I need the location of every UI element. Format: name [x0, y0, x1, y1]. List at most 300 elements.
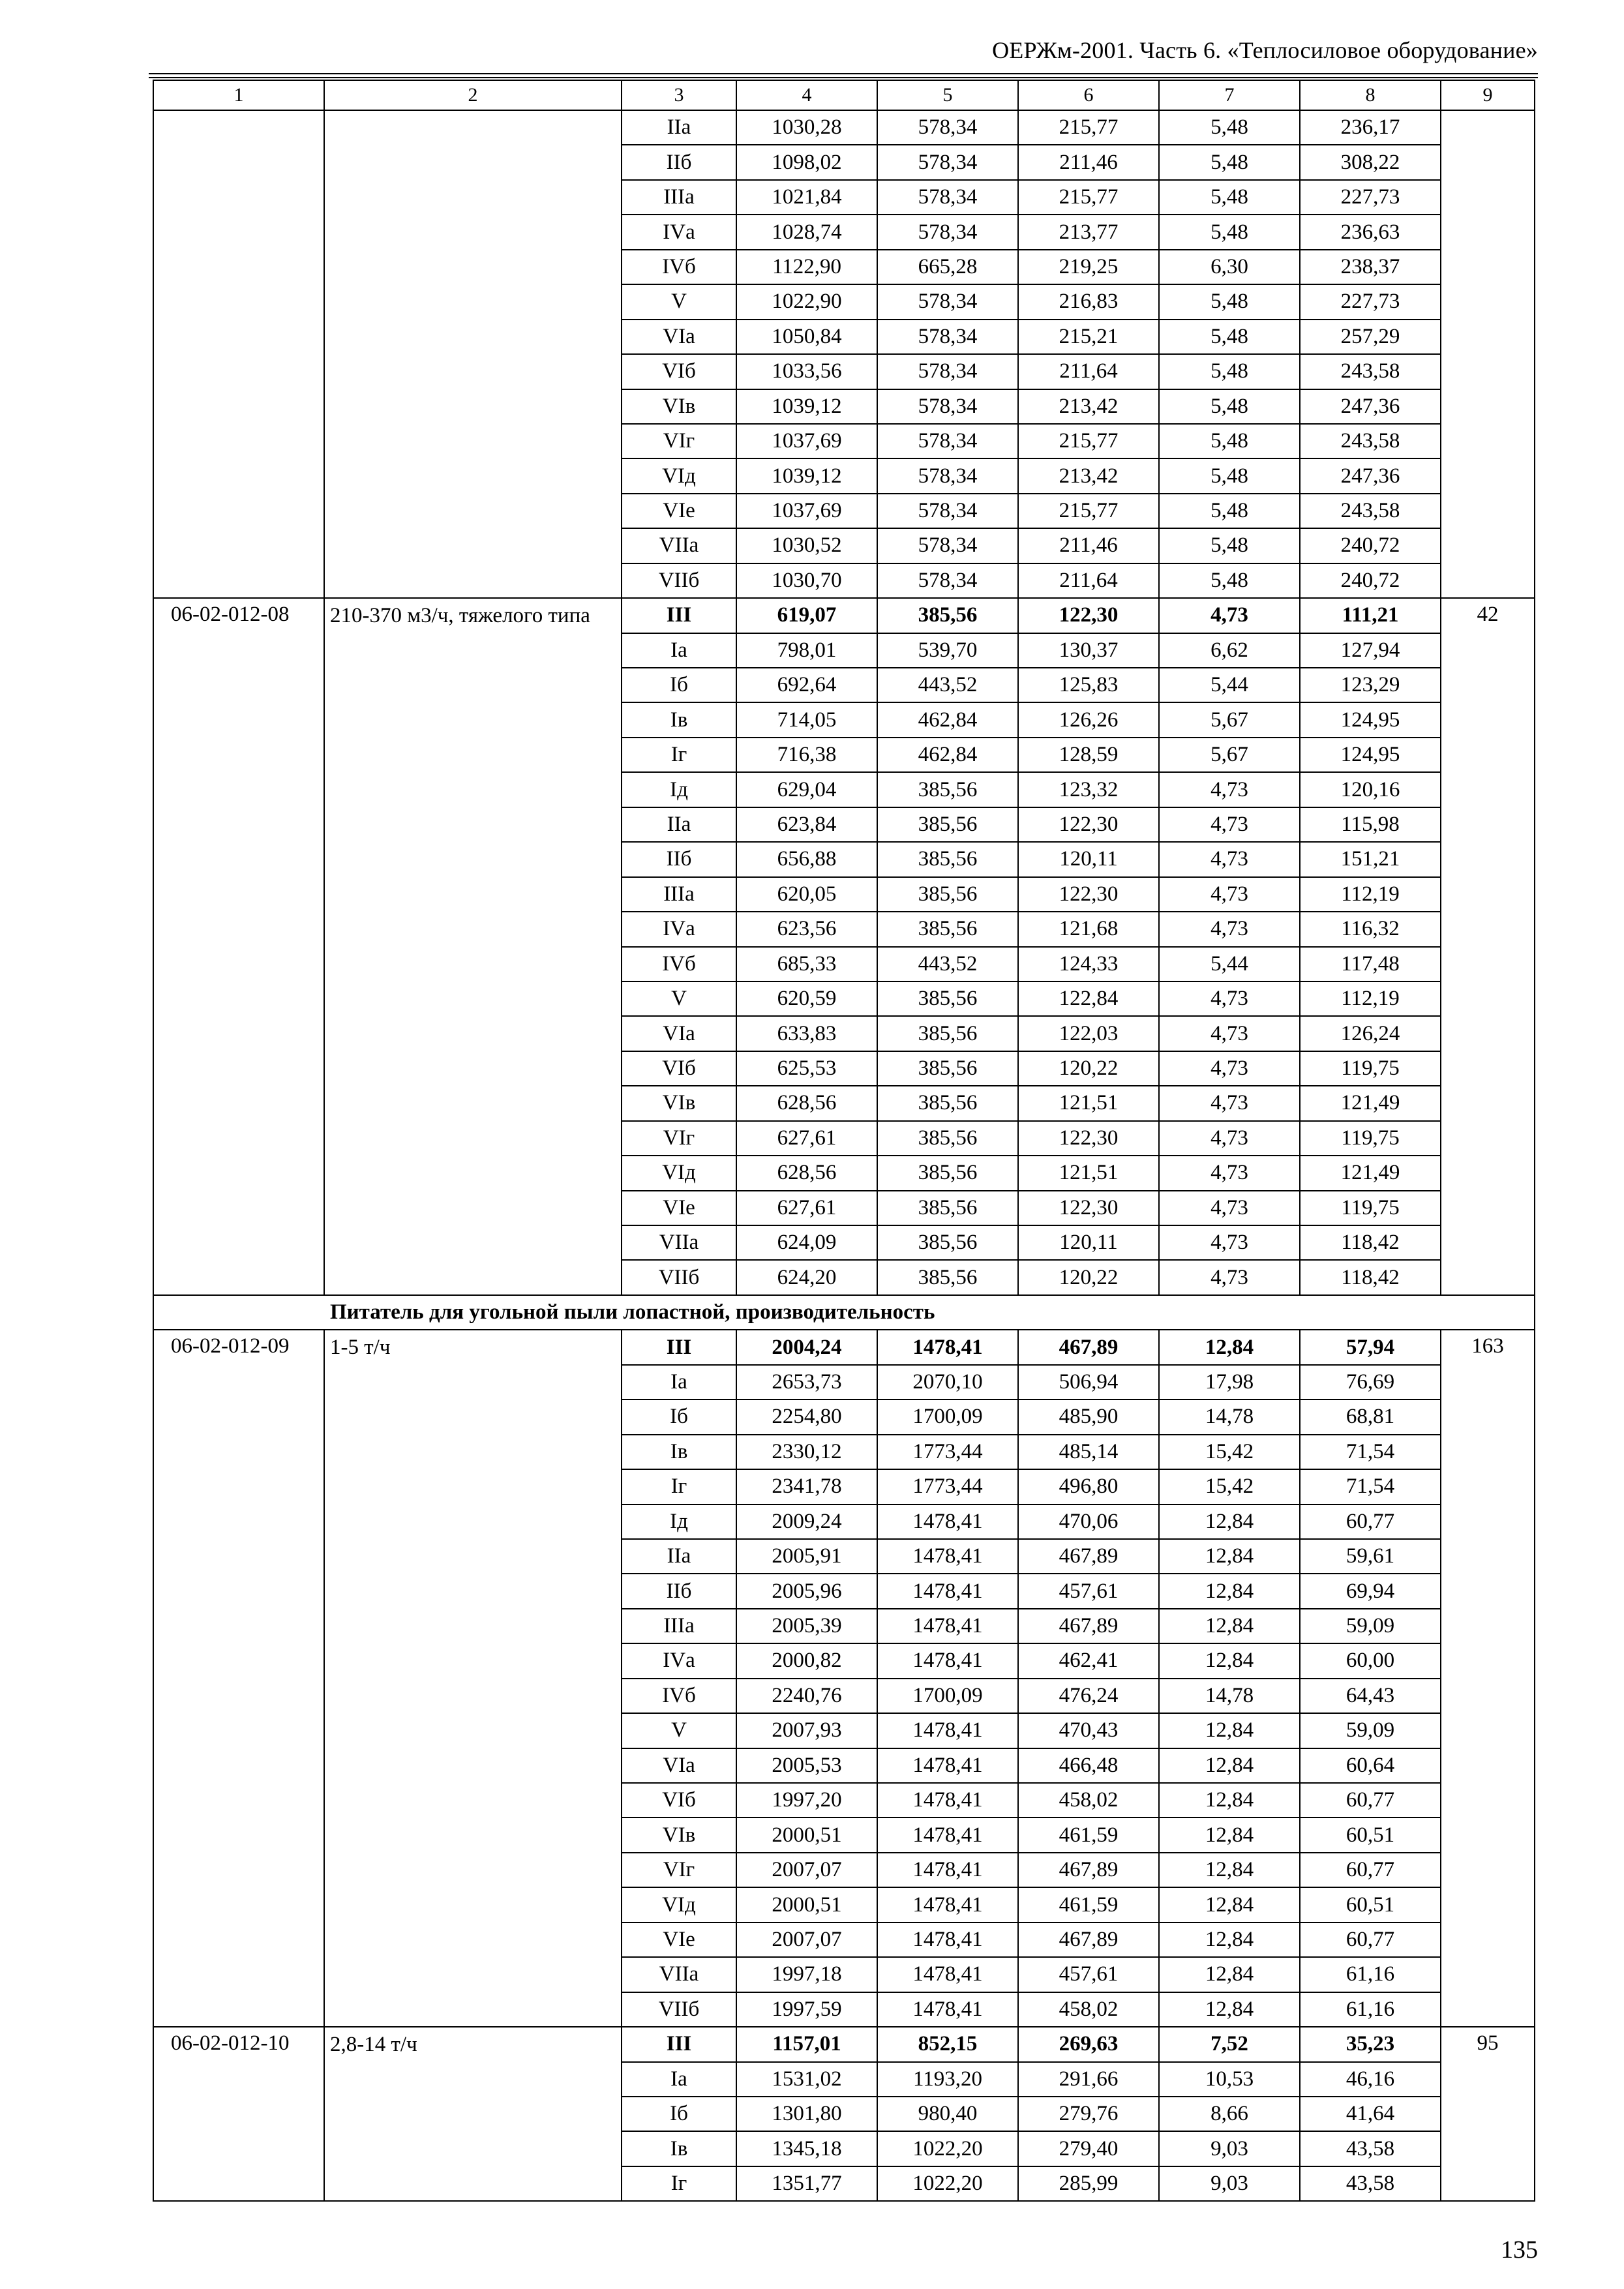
rate-value: 385,56: [877, 1086, 1018, 1120]
rate-value: 385,56: [877, 981, 1018, 1016]
column-number: 2: [324, 80, 622, 110]
rate-value: 240,72: [1300, 528, 1441, 563]
rate-value: 1050,84: [736, 320, 877, 354]
header-rule: [149, 73, 1538, 74]
rate-value: 624,09: [736, 1225, 877, 1260]
rate-value: 15,42: [1159, 1469, 1300, 1504]
rate-value: 12,84: [1159, 1992, 1300, 2027]
rate-value: 385,56: [877, 1121, 1018, 1156]
rate-value: 12,84: [1159, 1957, 1300, 1992]
zone-code: IIIа: [622, 877, 736, 912]
rate-value: 12,84: [1159, 1887, 1300, 1922]
rate-value: 125,83: [1018, 668, 1159, 702]
rate-value: 211,64: [1018, 354, 1159, 389]
zone-code: IIб: [622, 842, 736, 876]
zone-code: IVа: [622, 1643, 736, 1678]
rate-value: 291,66: [1018, 2062, 1159, 2097]
rate-value: 213,42: [1018, 389, 1159, 424]
rate-value: 2005,39: [736, 1609, 877, 1643]
zone-code: IIIа: [622, 1609, 736, 1643]
rate-value: 470,43: [1018, 1713, 1159, 1748]
rate-value: 59,61: [1300, 1539, 1441, 1574]
rate-value: 1478,41: [877, 1330, 1018, 1364]
zone-code: VIб: [622, 1051, 736, 1086]
rate-value: 116,32: [1300, 912, 1441, 946]
rate-value: 12,84: [1159, 1713, 1300, 1748]
zone-code: V: [622, 284, 736, 319]
rate-value: 4,73: [1159, 772, 1300, 807]
rate-value: 15,42: [1159, 1435, 1300, 1469]
zone-code: V: [622, 1713, 736, 1748]
rate-value: 5,48: [1159, 458, 1300, 493]
rate-value: 64,43: [1300, 1679, 1441, 1713]
rate-value: 4,73: [1159, 1260, 1300, 1294]
rate-value: 1478,41: [877, 1992, 1018, 2027]
rate-value: 124,33: [1018, 947, 1159, 981]
page-number: 135: [1501, 2236, 1538, 2264]
rate-value: 1345,18: [736, 2131, 877, 2166]
rate-value: 6,30: [1159, 250, 1300, 284]
rate-value: 2007,07: [736, 1853, 877, 1887]
rate-value: 4,73: [1159, 842, 1300, 876]
rate-value: 461,59: [1018, 1887, 1159, 1922]
rate-value: 111,21: [1300, 598, 1441, 633]
rate-value: 12,84: [1159, 1643, 1300, 1678]
rate-value: 980,40: [877, 2097, 1018, 2131]
rate-value: 4,73: [1159, 598, 1300, 633]
rate-value: 219,25: [1018, 250, 1159, 284]
zone-code: Iв: [622, 2131, 736, 2166]
rate-value: 119,75: [1300, 1191, 1441, 1225]
rate-value: 458,02: [1018, 1992, 1159, 2027]
rate-value: 578,34: [877, 424, 1018, 458]
rate-value: 112,19: [1300, 981, 1441, 1016]
rate-value: 4,73: [1159, 1121, 1300, 1156]
zone-code: VIд: [622, 1156, 736, 1190]
rate-value: 620,05: [736, 877, 877, 912]
zone-code: IIа: [622, 110, 736, 145]
rate-value: 12,84: [1159, 1504, 1300, 1539]
zone-code: VIIа: [622, 1957, 736, 1992]
rate-value: 443,52: [877, 947, 1018, 981]
rate-value: 5,48: [1159, 284, 1300, 319]
zone-code: Iа: [622, 2062, 736, 2097]
rate-value: 124,95: [1300, 702, 1441, 737]
rate-value: 714,05: [736, 702, 877, 737]
rate-value: 120,11: [1018, 1225, 1159, 1260]
rate-value: 5,48: [1159, 354, 1300, 389]
rate-value: 627,61: [736, 1121, 877, 1156]
rate-value: 385,56: [877, 877, 1018, 912]
rate-value: 1997,59: [736, 1992, 877, 2027]
rate-value: 1193,20: [877, 2062, 1018, 2097]
rate-value: 5,48: [1159, 145, 1300, 179]
rate-value: 12,84: [1159, 1539, 1300, 1574]
zone-code: VIIа: [622, 1225, 736, 1260]
rate-value: 121,49: [1300, 1086, 1441, 1120]
rate-value: 578,34: [877, 110, 1018, 145]
rate-value: 43,58: [1300, 2131, 1441, 2166]
mass-value: [1441, 110, 1535, 598]
rate-value: 60,51: [1300, 1887, 1441, 1922]
zone-code: VIIа: [622, 528, 736, 563]
rate-value: 120,11: [1018, 842, 1159, 876]
column-number: 5: [877, 80, 1018, 110]
rate-value: 123,29: [1300, 668, 1441, 702]
rate-value: 122,30: [1018, 598, 1159, 633]
rate-value: 121,51: [1018, 1156, 1159, 1190]
column-number: 7: [1159, 80, 1300, 110]
rate-value: 1030,28: [736, 110, 877, 145]
rate-value: 5,48: [1159, 180, 1300, 215]
zone-code: VIг: [622, 1853, 736, 1887]
rate-value: 6,62: [1159, 633, 1300, 668]
rate-value: 656,88: [736, 842, 877, 876]
rate-value: 1531,02: [736, 2062, 877, 2097]
zone-code: Iг: [622, 1469, 736, 1504]
rate-value: 852,15: [877, 2027, 1018, 2061]
rate-value: 126,24: [1300, 1016, 1441, 1051]
column-number: 1: [153, 80, 324, 110]
rate-value: 466,48: [1018, 1748, 1159, 1783]
rate-value: 1773,44: [877, 1435, 1018, 1469]
zone-code: Iб: [622, 668, 736, 702]
zone-code: VIв: [622, 1086, 736, 1120]
zone-code: III: [622, 598, 736, 633]
item-code: 06-02-012-08: [153, 598, 324, 1295]
rate-value: 496,80: [1018, 1469, 1159, 1504]
rate-value: 1478,41: [877, 1748, 1018, 1783]
rate-value: 121,68: [1018, 912, 1159, 946]
rate-value: 620,59: [736, 981, 877, 1016]
mass-value: 42: [1441, 598, 1535, 1295]
rate-value: 216,83: [1018, 284, 1159, 319]
rate-value: 122,30: [1018, 1121, 1159, 1156]
rate-value: 12,84: [1159, 1574, 1300, 1608]
rate-value: 61,16: [1300, 1957, 1441, 1992]
rate-value: 2653,73: [736, 1365, 877, 1399]
rate-value: 112,19: [1300, 877, 1441, 912]
rate-value: 1478,41: [877, 1783, 1018, 1818]
rate-value: 1478,41: [877, 1713, 1018, 1748]
rate-value: 14,78: [1159, 1679, 1300, 1713]
rate-value: 5,67: [1159, 738, 1300, 772]
rate-value: 227,73: [1300, 180, 1441, 215]
rate-value: 470,06: [1018, 1504, 1159, 1539]
header-rule: [149, 77, 1538, 78]
rate-value: 4,73: [1159, 1156, 1300, 1190]
rate-value: 458,02: [1018, 1783, 1159, 1818]
item-name: 210-370 м3/ч, тяжелого типа: [324, 598, 622, 1295]
rate-value: 467,89: [1018, 1539, 1159, 1574]
rate-value: 247,36: [1300, 389, 1441, 424]
rate-value: 2070,10: [877, 1365, 1018, 1399]
rate-value: 60,77: [1300, 1504, 1441, 1539]
rate-value: 243,58: [1300, 424, 1441, 458]
rate-value: 1301,80: [736, 2097, 877, 2131]
column-number-row: [153, 80, 1535, 110]
rate-value: 578,34: [877, 284, 1018, 319]
rate-value: 5,48: [1159, 563, 1300, 598]
rate-value: 627,61: [736, 1191, 877, 1225]
rate-value: 1021,84: [736, 180, 877, 215]
zone-code: Iб: [622, 1399, 736, 1434]
rate-value: 35,23: [1300, 2027, 1441, 2061]
rate-value: 628,56: [736, 1086, 877, 1120]
rate-value: 236,63: [1300, 215, 1441, 249]
rate-value: 122,30: [1018, 807, 1159, 842]
rate-value: 578,34: [877, 494, 1018, 528]
rate-value: 243,58: [1300, 494, 1441, 528]
rate-value: 60,64: [1300, 1748, 1441, 1783]
zone-code: VIд: [622, 1887, 736, 1922]
rate-value: 151,21: [1300, 842, 1441, 876]
rate-value: 120,22: [1018, 1051, 1159, 1086]
item-code: 06-02-012-09: [153, 1330, 324, 2027]
zone-code: Iд: [622, 772, 736, 807]
zone-code: IIб: [622, 1574, 736, 1608]
rate-value: 308,22: [1300, 145, 1441, 179]
zone-code: VIIб: [622, 563, 736, 598]
zone-code: VIе: [622, 494, 736, 528]
rate-value: 467,89: [1018, 1853, 1159, 1887]
rate-value: 5,48: [1159, 528, 1300, 563]
rate-value: 215,77: [1018, 110, 1159, 145]
rate-value: 215,21: [1018, 320, 1159, 354]
column-number: 4: [736, 80, 877, 110]
rate-value: 385,56: [877, 807, 1018, 842]
rate-value: 71,54: [1300, 1469, 1441, 1504]
rate-value: 126,26: [1018, 702, 1159, 737]
rate-value: 71,54: [1300, 1435, 1441, 1469]
item-code: [153, 110, 324, 598]
mass-value: 95: [1441, 2027, 1535, 2201]
rate-value: 120,22: [1018, 1260, 1159, 1294]
table-row: [153, 110, 1535, 145]
rate-value: 279,40: [1018, 2131, 1159, 2166]
rate-value: 4,73: [1159, 1016, 1300, 1051]
rate-value: 10,53: [1159, 2062, 1300, 2097]
zone-code: IIб: [622, 145, 736, 179]
rate-value: 385,56: [877, 1051, 1018, 1086]
zone-code: IIIа: [622, 180, 736, 215]
rate-value: 211,64: [1018, 563, 1159, 598]
rate-value: 385,56: [877, 842, 1018, 876]
rate-value: 385,56: [877, 1016, 1018, 1051]
rate-value: 1478,41: [877, 1887, 1018, 1922]
zone-code: Iб: [622, 2097, 736, 2131]
rate-value: 1997,18: [736, 1957, 877, 1992]
rate-value: 1997,20: [736, 1783, 877, 1818]
rate-value: 1700,09: [877, 1679, 1018, 1713]
rate-value: 385,56: [877, 772, 1018, 807]
zone-code: IVб: [622, 1679, 736, 1713]
zone-code: IIа: [622, 807, 736, 842]
rate-value: 213,42: [1018, 458, 1159, 493]
rate-value: 624,20: [736, 1260, 877, 1294]
zone-code: Iд: [622, 1504, 736, 1539]
rate-value: 128,59: [1018, 738, 1159, 772]
zone-code: VIв: [622, 1818, 736, 1852]
rate-value: 457,61: [1018, 1957, 1159, 1992]
rate-value: 211,46: [1018, 145, 1159, 179]
rate-value: 385,56: [877, 1191, 1018, 1225]
rate-value: 2007,93: [736, 1713, 877, 1748]
rate-value: 130,37: [1018, 633, 1159, 668]
rate-value: 1478,41: [877, 1957, 1018, 1992]
rate-value: 243,58: [1300, 354, 1441, 389]
rate-value: 213,77: [1018, 215, 1159, 249]
rate-value: 59,09: [1300, 1713, 1441, 1748]
rate-value: 461,59: [1018, 1818, 1159, 1852]
rate-value: 443,52: [877, 668, 1018, 702]
rate-value: 467,89: [1018, 1609, 1159, 1643]
rate-value: 41,64: [1300, 2097, 1441, 2131]
rate-value: 76,69: [1300, 1365, 1441, 1399]
zone-code: Iа: [622, 633, 736, 668]
rate-value: 1773,44: [877, 1469, 1018, 1504]
rate-value: 2000,51: [736, 1818, 877, 1852]
rate-value: 215,77: [1018, 424, 1159, 458]
rate-value: 506,94: [1018, 1365, 1159, 1399]
rate-value: 12,84: [1159, 1922, 1300, 1957]
rate-value: 578,34: [877, 320, 1018, 354]
rate-value: 1037,69: [736, 494, 877, 528]
rate-value: 2240,76: [736, 1679, 877, 1713]
column-number: 8: [1300, 80, 1441, 110]
rate-value: 1122,90: [736, 250, 877, 284]
rate-value: 5,48: [1159, 494, 1300, 528]
rate-value: 257,29: [1300, 320, 1441, 354]
rate-value: 60,77: [1300, 1853, 1441, 1887]
rate-value: 59,09: [1300, 1609, 1441, 1643]
rate-value: 629,04: [736, 772, 877, 807]
zone-code: VIе: [622, 1191, 736, 1225]
zone-code: VIIб: [622, 1992, 736, 2027]
zone-code: VIб: [622, 1783, 736, 1818]
mass-value: 163: [1441, 1330, 1535, 2027]
rate-value: 623,56: [736, 912, 877, 946]
zone-code: Iа: [622, 1365, 736, 1399]
rate-value: 5,48: [1159, 215, 1300, 249]
zone-code: VIв: [622, 389, 736, 424]
rate-value: 4,73: [1159, 1086, 1300, 1120]
rate-value: 1030,52: [736, 528, 877, 563]
rate-value: 1022,20: [877, 2131, 1018, 2166]
rate-value: 2004,24: [736, 1330, 877, 1364]
rate-value: 12,84: [1159, 1330, 1300, 1364]
rate-value: 43,58: [1300, 2166, 1441, 2201]
rate-value: 119,75: [1300, 1121, 1441, 1156]
rate-value: 462,84: [877, 702, 1018, 737]
rate-value: 578,34: [877, 389, 1018, 424]
rate-value: 5,48: [1159, 424, 1300, 458]
rate-value: 578,34: [877, 180, 1018, 215]
rate-value: 12,84: [1159, 1609, 1300, 1643]
table-row: [153, 598, 1535, 633]
table-body: [153, 110, 1535, 2201]
rate-value: 578,34: [877, 528, 1018, 563]
rate-value: 4,73: [1159, 1051, 1300, 1086]
item-name: 2,8-14 т/ч: [324, 2027, 622, 2201]
rate-value: 122,84: [1018, 981, 1159, 1016]
rate-value: 227,73: [1300, 284, 1441, 319]
rate-value: 4,73: [1159, 1191, 1300, 1225]
rate-value: 122,03: [1018, 1016, 1159, 1051]
rate-value: 117,48: [1300, 947, 1441, 981]
rate-value: 467,89: [1018, 1330, 1159, 1364]
rate-value: 118,42: [1300, 1260, 1441, 1294]
zone-code: III: [622, 1330, 736, 1364]
rate-value: 1700,09: [877, 1399, 1018, 1434]
rate-value: 120,16: [1300, 772, 1441, 807]
zone-code: V: [622, 981, 736, 1016]
rate-value: 2007,07: [736, 1922, 877, 1957]
rate-value: 236,17: [1300, 110, 1441, 145]
rate-value: 2254,80: [736, 1399, 877, 1434]
rate-value: 1039,12: [736, 458, 877, 493]
rate-value: 623,84: [736, 807, 877, 842]
rate-value: 211,46: [1018, 528, 1159, 563]
rate-value: 1478,41: [877, 1574, 1018, 1608]
rate-value: 121,49: [1300, 1156, 1441, 1190]
rate-value: 665,28: [877, 250, 1018, 284]
rate-value: 625,53: [736, 1051, 877, 1086]
rate-value: 2000,82: [736, 1643, 877, 1678]
rate-value: 247,36: [1300, 458, 1441, 493]
rate-value: 1022,90: [736, 284, 877, 319]
zone-code: VIа: [622, 320, 736, 354]
rate-value: 2005,91: [736, 1539, 877, 1574]
rate-value: 633,83: [736, 1016, 877, 1051]
rate-value: 68,81: [1300, 1399, 1441, 1434]
rate-value: 12,84: [1159, 1853, 1300, 1887]
zone-code: IVб: [622, 250, 736, 284]
rate-value: 1478,41: [877, 1818, 1018, 1852]
rate-value: 12,84: [1159, 1818, 1300, 1852]
item-name: 1-5 т/ч: [324, 1330, 622, 2027]
rate-value: 578,34: [877, 145, 1018, 179]
column-number: 9: [1441, 80, 1535, 110]
zone-code: VIб: [622, 354, 736, 389]
item-code: 06-02-012-10: [153, 2027, 324, 2201]
rate-value: 1478,41: [877, 1609, 1018, 1643]
zone-code: Iг: [622, 2166, 736, 2201]
zone-code: IVа: [622, 215, 736, 249]
rate-value: 122,30: [1018, 1191, 1159, 1225]
rate-value: 127,94: [1300, 633, 1441, 668]
rate-value: 462,84: [877, 738, 1018, 772]
rate-value: 2005,53: [736, 1748, 877, 1783]
rate-value: 385,56: [877, 1225, 1018, 1260]
rate-value: 1478,41: [877, 1539, 1018, 1574]
rate-value: 1351,77: [736, 2166, 877, 2201]
rate-value: 5,48: [1159, 320, 1300, 354]
rate-value: 385,56: [877, 598, 1018, 633]
rate-value: 539,70: [877, 633, 1018, 668]
page-header: ОЕРЖм-2001. Часть 6. «Теплосиловое оборудование»: [992, 37, 1538, 63]
rate-value: 485,90: [1018, 1399, 1159, 1434]
rate-value: 485,14: [1018, 1435, 1159, 1469]
rate-value: 1033,56: [736, 354, 877, 389]
item-name: [324, 110, 622, 598]
section-title: Питатель для угольной пыли лопастной, производительность: [153, 1295, 1535, 1330]
rate-value: 685,33: [736, 947, 877, 981]
rate-value: 5,67: [1159, 702, 1300, 737]
rate-value: 12,84: [1159, 1748, 1300, 1783]
rate-value: 121,51: [1018, 1086, 1159, 1120]
rate-value: 385,56: [877, 1156, 1018, 1190]
